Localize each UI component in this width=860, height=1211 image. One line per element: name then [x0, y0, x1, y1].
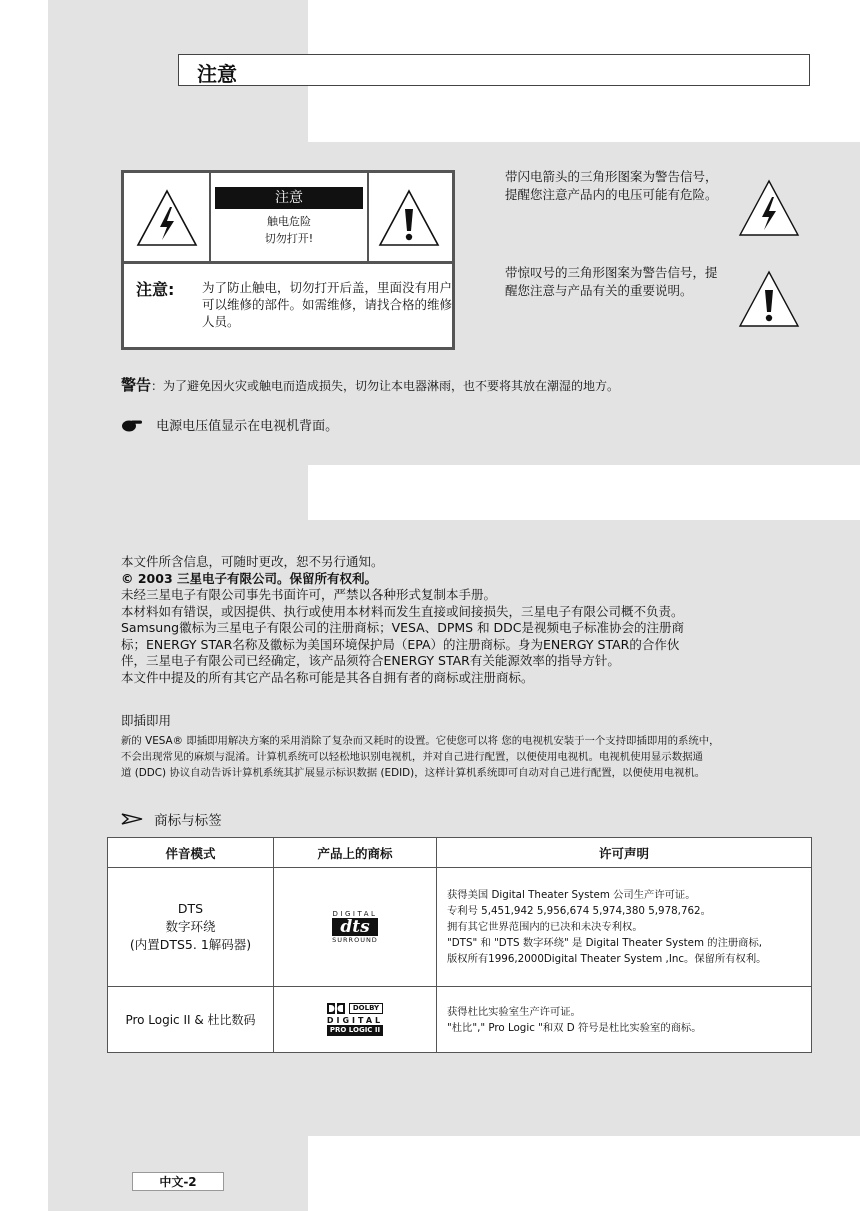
dts-logo-main: dts	[332, 918, 378, 936]
warning-line-label: 警告	[121, 376, 152, 394]
warning-heading: 注意	[215, 187, 363, 209]
symbol-lightning-text: 带闪电箭头的三角形图案为警告信号，提醒您注意产品内的电压可能有危险。	[505, 169, 718, 202]
dolby-logo	[327, 1003, 383, 1036]
warning-label-box	[121, 170, 455, 350]
legal-line: 标；ENERGY STAR名称及徽标为美国环境保护局（EPA）的注册商标。身为ENERGY STAR的合作伙	[121, 636, 680, 652]
table-header: 许可声明	[437, 838, 812, 868]
page-number: 中文-2	[132, 1172, 224, 1191]
warning-label-center	[209, 173, 369, 261]
caution-label: 注意:	[136, 280, 175, 299]
exclamation-triangle-icon	[376, 187, 442, 249]
plug-play-line: 不会出现常见的麻烦与混淆。计算机系统可以轻松地识别电视机，并对自己进行配置，以便使用电视机。电视机使用显示数据通	[121, 751, 703, 763]
lightning-triangle-icon	[134, 187, 200, 249]
pointing-hand-icon	[121, 418, 143, 432]
caution-text: 为了防止触电，切勿打开后盖，里面没有用户可以维修的部件。如需维修，请找合格的维修人员。	[202, 280, 453, 329]
dolby-logo-main: DIGITAL	[326, 1016, 384, 1025]
legal-line: © 2003 三星电子有限公司。保留所有权利。	[121, 570, 377, 586]
page-title-box	[178, 54, 810, 86]
license-line: 版权所有1996,2000Digital Theater System ,Inc。保留所有权利。	[447, 953, 767, 965]
license-line: 获得杜比实验室生产许可证。	[447, 1005, 581, 1018]
dts-logo-top: DIGITAL	[332, 909, 378, 918]
license-line: 专利号 5,451,942 5,956,674 5,974,380 5,978,762。	[447, 905, 711, 917]
exclamation-triangle-icon	[736, 268, 802, 330]
warning-sub-line2: 切勿打开!	[264, 232, 314, 245]
trademark-table	[107, 837, 812, 1053]
warning-label-top	[124, 173, 452, 264]
license-line: "杜比"," Pro Logic "和双 D 符号是杜比实验室的商标。	[447, 1021, 702, 1034]
legal-line: Samsung徽标为三星电子有限公司的注册商标；VESA、DPMS 和 DDC是视频电子标准协会的注册商	[121, 620, 685, 635]
legal-line: 本材料如有错误，或因提供、执行或使用本材料而发生直接或间接损失，三星电子有限公司概不负责。	[121, 603, 684, 619]
table-header: 产品上的商标	[274, 838, 437, 868]
legal-line: 本文件所含信息，可随时更改，恕不另行通知。	[121, 554, 384, 569]
power-note	[121, 414, 338, 434]
mode-cell	[108, 868, 274, 987]
trademarks-title: 商标与标签	[154, 812, 222, 829]
license-cell	[437, 868, 812, 987]
warning-sub-line1: 触电危险	[267, 215, 311, 228]
license-cell	[437, 987, 812, 1053]
power-note-text: 电源电压值显示在电视机背面。	[156, 419, 339, 434]
mode-line: 数字环绕	[165, 919, 216, 934]
mode-cell	[108, 987, 274, 1053]
mode-line: DTS	[177, 901, 204, 916]
license-line: "DTS" 和 "DTS 数字环绕" 是 Digital Theater System 的注册商标,	[447, 937, 763, 949]
license-line: 获得美国 Digital Theater System 公司生产许可证。	[447, 889, 696, 901]
dolby-logo-top-row	[327, 1003, 383, 1014]
legal-line: 本文件中提及的所有其它产品名称可能是其各自拥有者的商标或注册商标。	[121, 669, 534, 685]
page-title: 注意	[197, 62, 237, 86]
license-line: 拥有其它世界范围内的已决和未决专利权。	[447, 921, 643, 933]
dolby-logo-top: DOLBY	[349, 1003, 383, 1014]
plug-play-line: 新的 VESA® 即插即用解决方案的采用消除了复杂而又耗时的设置。它使您可以将 您的电视机安装于一个支持即插即用的系统中，	[121, 735, 720, 747]
logo-cell	[274, 868, 437, 987]
logo-cell	[274, 987, 437, 1053]
table-row	[108, 987, 812, 1053]
lightning-triangle-icon	[736, 177, 802, 239]
legal-line: 未经三星电子有限公司事先书面许可，严禁以各种形式复制本手册。	[121, 587, 497, 602]
dts-logo-bottom: SURROUND	[332, 935, 378, 944]
plug-play-line: 道 (DDC) 协议自动告诉计算机系统其扩展显示标识数据 (EDID)，这样计算机系统即可自动对自己进行配置，以便使用电视机。	[121, 767, 706, 779]
right-arrow-icon	[121, 813, 143, 825]
double-d-icon	[327, 1003, 345, 1014]
warning-line	[121, 374, 619, 395]
mode-line: Pro Logic II & 杜比数码	[125, 1013, 256, 1027]
plug-play-title: 即插即用	[121, 713, 172, 728]
legal-line: 伴，三星电子有限公司已经确定，该产品须符合ENERGY STAR有关能源效率的指导方针。	[121, 653, 620, 668]
table-header: 伴音模式	[108, 838, 274, 868]
table-row	[108, 868, 812, 987]
plug-play-body	[121, 733, 829, 781]
table-header-row	[108, 838, 812, 868]
dolby-logo-bottom: PRO LOGIC II	[327, 1025, 383, 1036]
dts-logo	[332, 910, 378, 944]
symbol-exclamation-text: 带惊叹号的三角形图案为警告信号，提醒您注意与产品有关的重要说明。	[505, 265, 718, 298]
trademarks-heading	[121, 808, 222, 828]
legal-block	[121, 554, 841, 686]
warning-line-text: ：为了避免因火灾或触电而造成损失，切勿让本电器淋雨，也不要将其放在潮湿的地方。	[151, 379, 620, 393]
mode-line: (内置DTS5. 1解码器)	[129, 937, 252, 952]
